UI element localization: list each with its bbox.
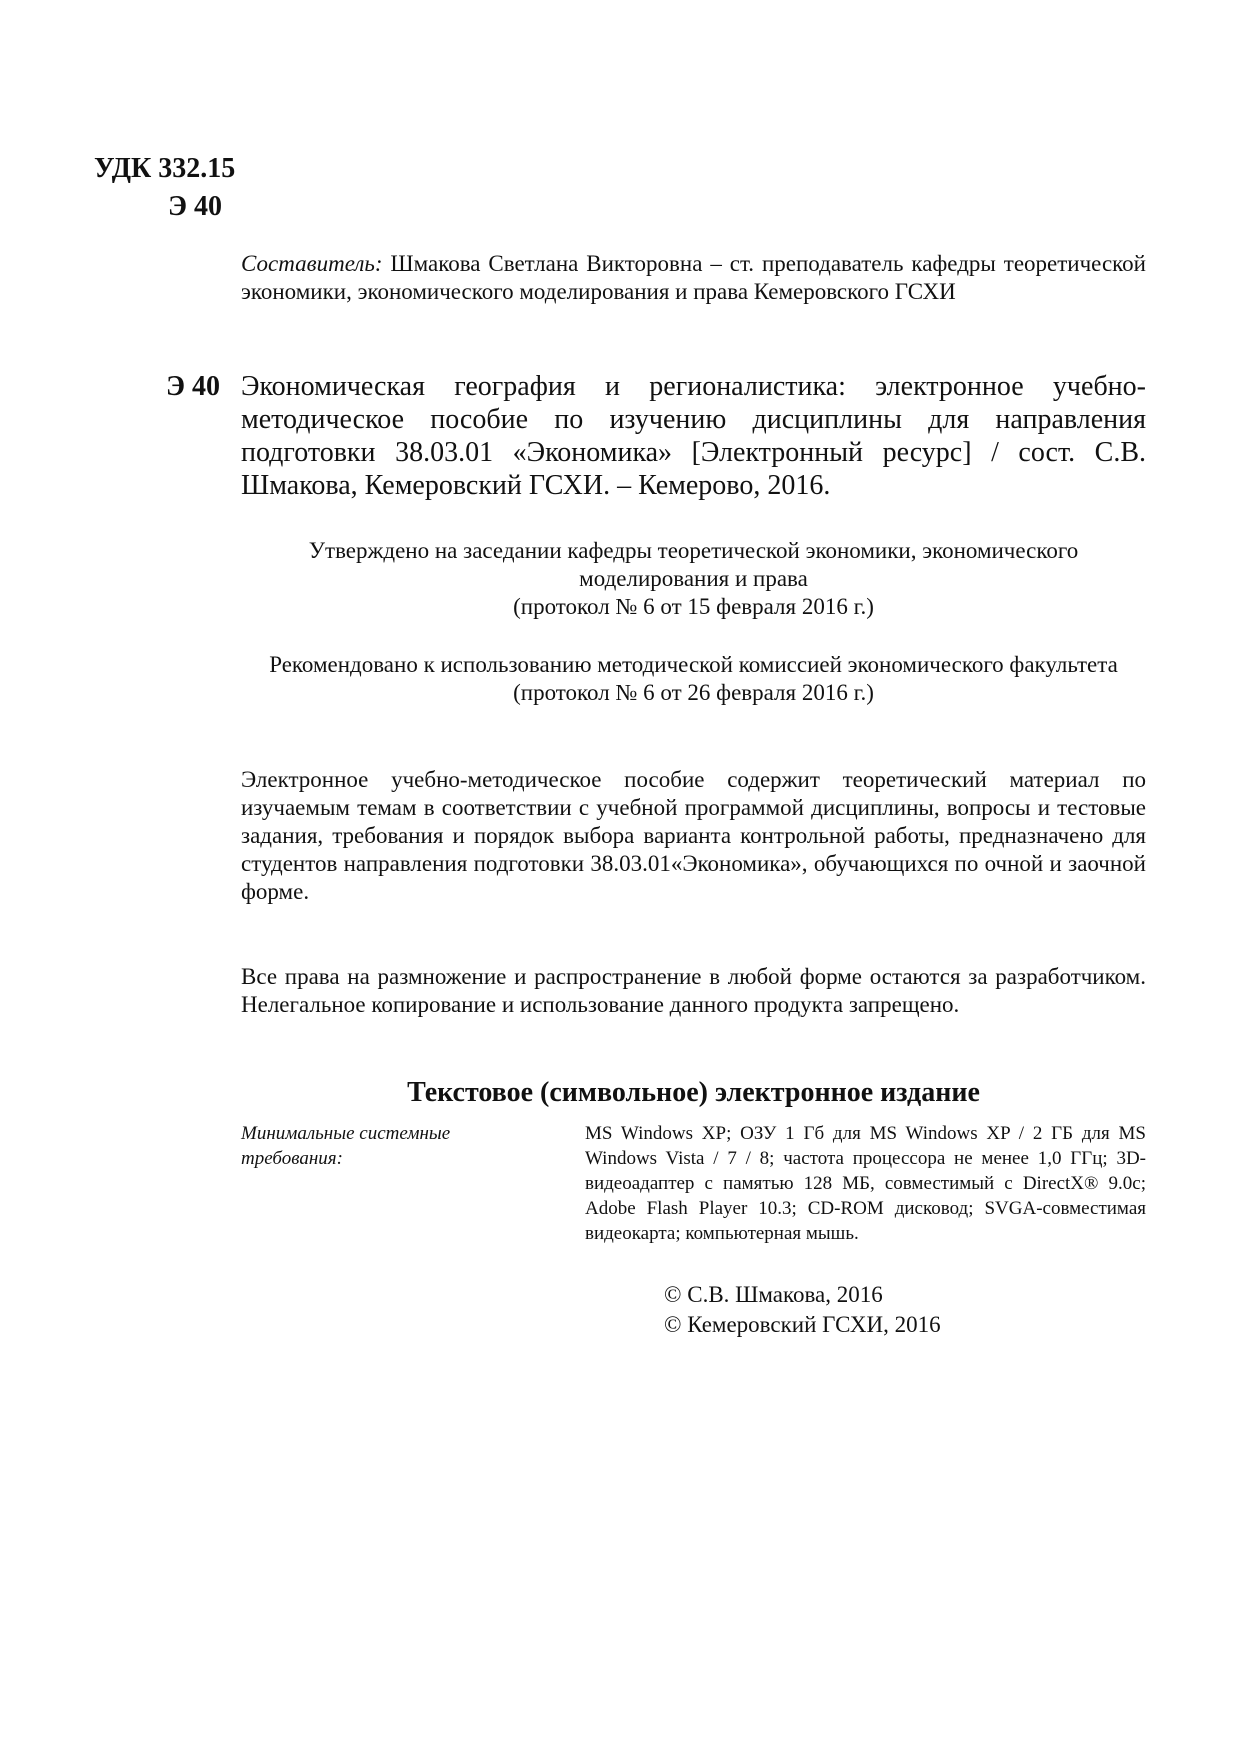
- approval-note: [241, 537, 1146, 621]
- requirements-text: MS Windows XP; ОЗУ 1 Гб для MS Windows XP / 2 ГБ для MS Windows Vista / 7 / 8; частота процессора не менее 1,0 ГГц; 3D-видеоадаптер с памятью 128 МБ, совместимый с DirectX® 9.0c; Adobe Flash Player 10.3; CD-ROM дисковод; SVGA-совместимая видеокарта; компьютерная мышь.: [585, 1123, 1146, 1244]
- requirements-label: Минимальные системные требования:: [241, 1123, 451, 1169]
- udk-block: [94, 150, 235, 226]
- rights-paragraph: Все права на размножение и распространение в любой форме остаются за разработчиком. Нелегальное копирование и использование данного продукта запрещено.: [241, 964, 1146, 1017]
- bibliography-mark: Э 40: [166, 371, 220, 402]
- copyright-author: © С.В. Шмакова, 2016: [664, 1282, 883, 1307]
- copyright-institution: © Кемеровский ГСХИ, 2016: [664, 1312, 941, 1337]
- compiler-paragraph: [241, 250, 1146, 306]
- recommendation-protocol: (протокол № 6 от 26 февраля 2016 г.): [513, 680, 874, 705]
- recommendation-note: [241, 651, 1146, 707]
- edition-title: Текстовое (символьное) электронное издание: [407, 1077, 980, 1108]
- recommendation-text: Рекомендовано к использованию методической комиссией экономического факультета: [269, 652, 1118, 677]
- compiler-text: Шмакова Светлана Викторовна – ст. преподаватель кафедры теоретической экономики, экономического моделирования и права Кемеровского ГСХИ: [241, 251, 1146, 304]
- approval-text: Утверждено на заседании кафедры теоретической экономики, экономического моделирования и права: [308, 538, 1079, 591]
- compiler-label: Составитель:: [241, 251, 383, 276]
- annotation-paragraph: Электронное учебно-методическое пособие содержит теоретический материал по изучаемым темам в соответствии с учебной программой дисциплины, вопросы и тестовые задания, требования и порядок выбора варианта контрольной работы, предназначено для студентов направления подготовки 38.03.01«Экономика», обучающихся по очной и заочной форме.: [241, 767, 1146, 904]
- udk-code: УДК 332.15: [94, 153, 236, 184]
- author-mark: Э 40: [168, 191, 222, 222]
- copyright-block: [664, 1280, 941, 1340]
- bibliography-entry: Экономическая география и регионалистика: электронное учебно-методическое пособие по изучению дисциплины для направления подготовки 38.03.01 «Экономика» [Электронный ресурс] / сост. С.В. Шмакова, Кемеровский ГСХИ. – Кемерово, 2016.: [241, 371, 1146, 501]
- approval-protocol: (протокол № 6 от 15 февраля 2016 г.): [513, 594, 874, 619]
